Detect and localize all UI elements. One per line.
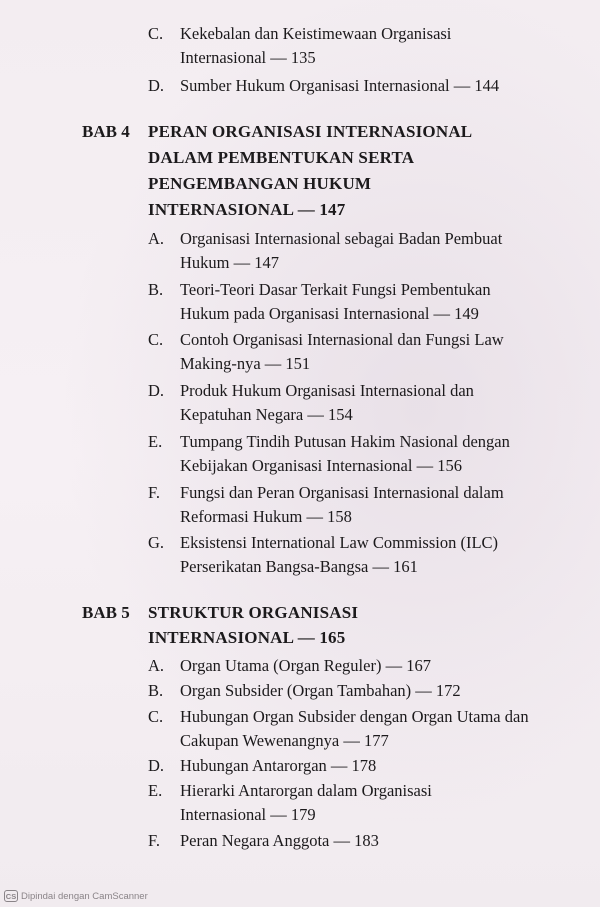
chapter-title: INTERNASIONAL — 147 (148, 200, 346, 219)
toc-item-letter: C. (148, 707, 164, 726)
toc-item-text: Kekebalan dan Keistimewaan Organisasi (180, 24, 452, 43)
chapter-number: BAB 4 (82, 122, 130, 141)
toc-item-text: Contoh Organisasi Internasional dan Fungsi Law (180, 330, 504, 349)
toc-item-text: Tumpang Tindih Putusan Hakim Nasional dengan (180, 432, 510, 451)
toc-item-letter: G. (148, 533, 165, 552)
toc-item-text: Hukum pada Organisasi Internasional — 149 (180, 304, 479, 323)
toc-item-text: Produk Hukum Organisasi Internasional dan (180, 381, 474, 400)
toc-item-text: Kepatuhan Negara — 154 (180, 405, 353, 424)
toc-item-letter: A. (148, 656, 165, 675)
toc-item-text: Teori-Teori Dasar Terkait Fungsi Pembentukan (180, 280, 491, 299)
chapter-title: PENGEMBANGAN HUKUM (148, 174, 372, 193)
toc-item-text: Hukum — 147 (180, 253, 279, 272)
toc-item-letter: E. (148, 432, 163, 451)
toc-item-letter: F. (148, 831, 160, 850)
toc-item-text: Eksistensi International Law Commission (ILC) (180, 533, 499, 552)
toc-item-text: Kebijakan Organisasi Internasional — 156 (180, 456, 462, 475)
toc-item-text: Reformasi Hukum — 158 (180, 507, 352, 526)
toc-item-letter: F. (148, 483, 160, 502)
chapter-title: INTERNASIONAL — 165 (148, 628, 346, 647)
toc-item-letter: C. (148, 330, 164, 349)
toc-item-text: Hubungan Antarorgan — 178 (180, 756, 377, 775)
toc-item-letter: B. (148, 681, 164, 700)
toc-item-letter: E. (148, 781, 163, 800)
toc-item-text: Internasional — 179 (180, 805, 316, 824)
toc-item-text: Fungsi dan Peran Organisasi Internasional dalam (180, 483, 504, 502)
toc-item-text: Sumber Hukum Organisasi Internasional — 144 (180, 76, 500, 95)
toc-item-text: Making-nya — 151 (180, 354, 311, 373)
toc-item-letter: C. (148, 24, 164, 43)
toc-item-text: Peran Negara Anggota — 183 (180, 831, 379, 850)
toc-item-text: Hubungan Organ Subsider dengan Organ Utama dan (180, 707, 529, 726)
toc-item-text: Perserikatan Bangsa-Bangsa — 161 (180, 557, 418, 576)
toc-item-text: Hierarki Antarorgan dalam Organisasi (180, 781, 432, 800)
toc-item-text: Organisasi Internasional sebagai Badan Pembuat (180, 229, 503, 248)
camscanner-icon: CS (5, 891, 17, 901)
toc-item-letter: B. (148, 280, 164, 299)
scanner-watermark-text: Dipindai dengan CamScanner (21, 890, 148, 902)
toc-item-text: Cakupan Wewenangnya — 177 (180, 731, 389, 750)
scanner-watermark (4, 890, 148, 902)
toc-item-letter: A. (148, 229, 165, 248)
toc-item-letter: D. (148, 756, 165, 775)
chapter-number: BAB 5 (82, 603, 130, 622)
chapter-title: DALAM PEMBENTUKAN SERTA (148, 148, 415, 167)
toc-item-text: Organ Utama (Organ Reguler) — 167 (180, 656, 431, 675)
chapter-title: PERAN ORGANISASI INTERNASIONAL (148, 122, 473, 141)
chapter-title: STRUKTUR ORGANISASI (148, 603, 359, 622)
toc-item-text: Internasional — 135 (180, 48, 316, 67)
toc-item-letter: D. (148, 381, 165, 400)
toc-item-letter: D. (148, 76, 165, 95)
toc-item-text: Organ Subsider (Organ Tambahan) — 172 (180, 681, 461, 700)
